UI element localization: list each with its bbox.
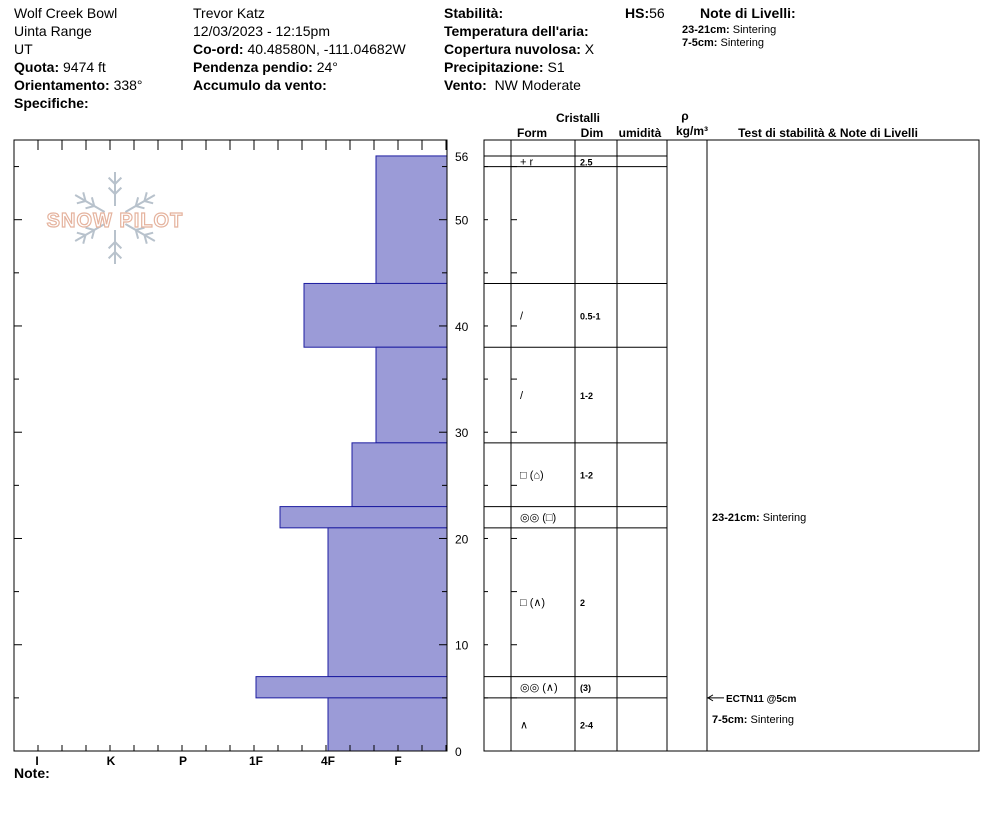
grain-size: 0.5-1 [580,311,601,322]
hardness-bar [328,528,447,677]
location-name: Wolf Creek Bowl [14,5,118,21]
note-label: Note: [14,765,50,781]
size-heading: Dim [580,126,604,140]
state-name: UT [14,41,33,57]
hardness-bar [280,507,447,528]
logo-flake-branch [77,233,86,235]
grain-form-symbol: ◎◎ (□) [520,512,557,525]
y-tick-label: 20 [455,532,469,547]
precipitation: Precipitazione: S1 [444,59,565,75]
hardness-bar [304,283,447,347]
logo-text: SNOW PILOT [46,210,184,232]
crystals-heading: Cristalli [555,111,601,125]
rho-heading: ρ [681,109,689,123]
specifics: Specifiche: [14,95,89,111]
wind: Vento: NW Moderate [444,77,581,93]
grain-size: 1-2 [580,470,594,481]
sky-cover: Copertura nuvolosa: X [444,41,595,57]
grain-size: 2-4 [580,720,594,731]
density-unit-heading: kg/m³ [675,124,709,138]
snowpilot-logo [47,172,184,264]
slope-angle: Pendenza pendio: 24° [193,59,338,75]
grain-size: 2.5 [580,157,593,168]
logo-flake-branch [144,233,153,235]
layer-note: 7-5cm: Sintering [682,37,764,49]
layer-note-entry: 23-21cm: Sintering [712,512,807,525]
tests-heading: Test di stabilità & Note di Livelli [738,126,918,140]
grain-size: 1-2 [580,391,594,402]
x-tick-label: 1F [248,754,264,768]
grain-form-symbol: □ (∧) [520,597,546,610]
elevation: Quota: 9474 ft [14,59,106,75]
y-tick-label: 56 [455,149,469,164]
y-tick-label: 0 [455,745,462,759]
hardness-bar [256,677,447,698]
logo-flake-branch [144,201,153,203]
stability: Stabilità: [444,5,504,21]
x-tick-label: F [394,754,402,768]
layer-note-entry: 7-5cm: Sintering [712,714,794,727]
grain-form-symbol: / [520,390,524,403]
moisture-heading: umidità [618,126,662,140]
form-heading: Form [517,126,547,140]
hardness-bar [328,698,447,751]
layer-table [484,140,979,751]
hardness-bar [376,156,447,284]
logo-flake-branch [86,206,95,208]
grain-form-symbol: □ (⌂) [520,469,544,482]
y-tick-label: 10 [455,638,469,653]
grain-form-symbol: / [520,310,524,323]
x-tick-label: I [35,754,39,768]
x-tick-label: P [178,754,188,768]
grain-size: 2 [580,598,586,609]
snow-height: HS:56 [625,5,665,21]
coordinates: Co-ord: 40.48580N, -111.04682W [193,41,406,57]
layer-note: 23-21cm: Sintering [682,24,777,36]
x-tick-label: K [106,754,116,768]
hardness-bars [256,156,447,751]
y-tick-label: 40 [455,319,469,334]
observer-name: Trevor Katz [193,5,265,21]
wind-loading: Accumulo da vento: [193,77,327,93]
grain-form-symbol: ◎◎ (∧) [520,682,558,695]
x-tick-label: 4F [320,754,336,768]
logo-flake-branch [136,206,145,208]
logo-flake-branch [77,201,86,203]
y-tick-label: 30 [455,426,469,441]
grain-form-symbol: + r [520,156,534,169]
y-tick-label: 50 [455,213,469,228]
observation-datetime: 12/03/2023 - 12:15pm [193,23,330,39]
grain-size: (3) [580,683,591,694]
aspect: Orientamento: 338° [14,77,143,93]
hardness-bar [376,347,447,443]
layer-notes-title: Note di Livelli: [700,5,796,21]
hardness-bar [352,443,447,507]
air-temperature: Temperatura dell'aria: [444,23,589,39]
grain-form-symbol: ∧ [520,719,529,732]
test-result-label: ECTN11 @5cm [726,693,797,705]
range-name: Uinta Range [14,23,92,39]
